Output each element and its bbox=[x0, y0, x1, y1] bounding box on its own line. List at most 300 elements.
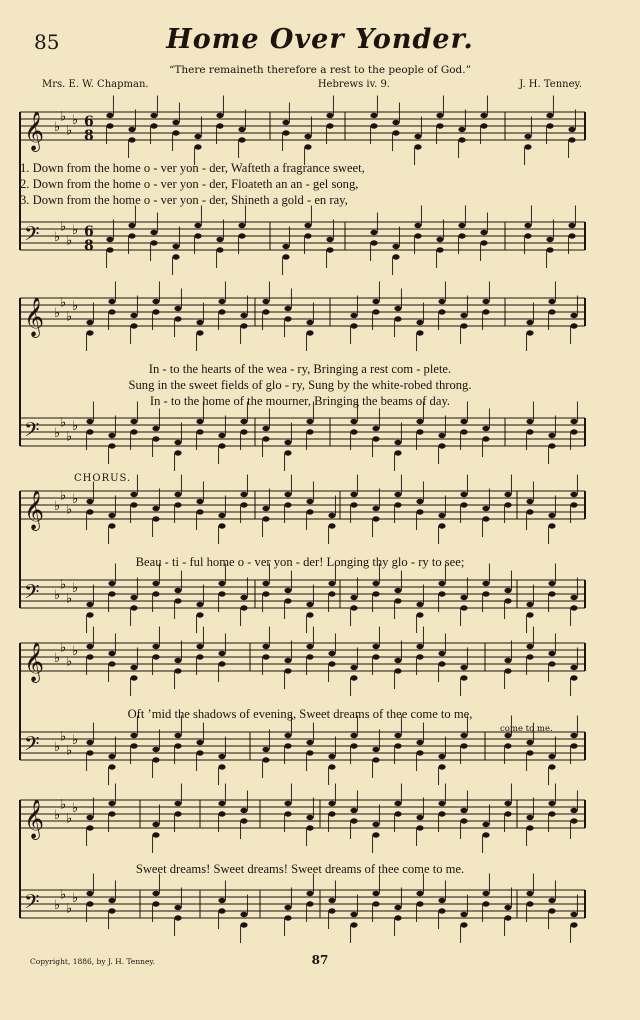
note-head bbox=[284, 658, 291, 663]
note-head bbox=[262, 757, 269, 762]
note-head bbox=[326, 123, 333, 128]
note-head bbox=[306, 320, 313, 325]
note-head bbox=[394, 743, 401, 748]
note-head bbox=[438, 299, 445, 304]
note-head bbox=[196, 320, 203, 325]
note-head bbox=[416, 901, 423, 906]
note-head bbox=[438, 651, 445, 656]
note-head bbox=[416, 602, 423, 607]
note-head bbox=[106, 247, 113, 252]
note-head bbox=[194, 233, 201, 238]
note-head bbox=[548, 433, 555, 438]
note-head bbox=[568, 127, 575, 132]
verse-1-line-2: In - to the hearts of the wea - ry, Bringing a rest com - plete. bbox=[148, 362, 452, 376]
flat-icon: ♭ bbox=[66, 123, 73, 139]
note-head bbox=[570, 818, 577, 823]
note-head bbox=[526, 429, 533, 434]
note-head bbox=[86, 330, 93, 335]
note-head bbox=[394, 598, 401, 603]
note-head bbox=[546, 123, 553, 128]
note-head bbox=[328, 801, 335, 806]
note-head bbox=[128, 223, 135, 228]
note-head bbox=[218, 801, 225, 806]
note-head bbox=[458, 127, 465, 132]
note-head bbox=[282, 120, 289, 125]
note-head bbox=[262, 506, 269, 511]
note-head bbox=[108, 309, 115, 314]
note-head bbox=[482, 832, 489, 837]
note-head bbox=[262, 654, 269, 659]
note-head bbox=[570, 912, 577, 917]
note-head bbox=[372, 901, 379, 906]
note-head bbox=[216, 247, 223, 252]
note-head bbox=[504, 668, 511, 673]
hymn-number: 85 bbox=[34, 30, 60, 54]
chorus-line-2: Oft ’mid the shadows of evening, Sweet dreams of thee come to me, bbox=[127, 707, 473, 721]
note-head bbox=[392, 254, 399, 259]
note-head bbox=[416, 750, 423, 755]
verse-3-line-1: 3. Down from the home o - ver yon - der, Shineth a gold - en ray, bbox=[20, 193, 348, 207]
note-head bbox=[326, 237, 333, 242]
note-head bbox=[568, 223, 575, 228]
note-head bbox=[416, 825, 423, 830]
time-signature-bottom: 8 bbox=[84, 238, 94, 254]
note-head bbox=[526, 654, 533, 659]
note-head bbox=[460, 492, 467, 497]
note-head bbox=[174, 811, 181, 816]
note-head bbox=[240, 818, 247, 823]
note-head bbox=[218, 811, 225, 816]
flat-icon: ♭ bbox=[60, 887, 67, 903]
note-head bbox=[350, 605, 357, 610]
note-head bbox=[504, 502, 511, 507]
note-head bbox=[570, 665, 577, 670]
note-head bbox=[240, 323, 247, 328]
note-head bbox=[262, 516, 269, 521]
note-head bbox=[548, 898, 555, 903]
note-head bbox=[350, 595, 357, 600]
note-head bbox=[350, 502, 357, 507]
note-head bbox=[526, 891, 533, 896]
note-head bbox=[504, 598, 511, 603]
note-head bbox=[394, 733, 401, 738]
note-head bbox=[326, 247, 333, 252]
note-head bbox=[394, 306, 401, 311]
verse-3-line-2: In - to the home of the mourner, Bringing the beams of day. bbox=[149, 394, 451, 408]
note-head bbox=[568, 233, 575, 238]
note-head bbox=[394, 492, 401, 497]
note-head bbox=[328, 513, 335, 518]
note-head bbox=[372, 757, 379, 762]
note-head bbox=[350, 429, 357, 434]
flat-icon: ♭ bbox=[66, 654, 73, 670]
note-head bbox=[526, 602, 533, 607]
note-head bbox=[350, 492, 357, 497]
note-head bbox=[128, 127, 135, 132]
note-head bbox=[372, 299, 379, 304]
note-head bbox=[86, 499, 93, 504]
note-head bbox=[240, 502, 247, 507]
note-head bbox=[196, 429, 203, 434]
flat-icon: ♭ bbox=[54, 306, 61, 321]
note-head bbox=[414, 134, 421, 139]
note-head bbox=[548, 651, 555, 656]
note-head bbox=[526, 612, 533, 617]
note-head bbox=[570, 492, 577, 497]
note-head bbox=[174, 502, 181, 507]
note-head bbox=[86, 654, 93, 659]
note-head bbox=[482, 309, 489, 314]
note-head bbox=[284, 306, 291, 311]
note-head bbox=[570, 429, 577, 434]
note-head bbox=[416, 509, 423, 514]
note-head bbox=[86, 815, 93, 820]
note-head bbox=[438, 443, 445, 448]
note-head bbox=[86, 602, 93, 607]
note-head bbox=[106, 123, 113, 128]
note-head bbox=[460, 313, 467, 318]
note-head bbox=[394, 811, 401, 816]
note-head bbox=[546, 113, 553, 118]
treble-clef-icon: 𝄞 bbox=[24, 490, 45, 530]
note-head bbox=[372, 436, 379, 441]
note-head bbox=[372, 747, 379, 752]
note-head bbox=[284, 743, 291, 748]
note-head bbox=[262, 644, 269, 649]
note-head bbox=[570, 733, 577, 738]
flat-icon: ♭ bbox=[66, 429, 73, 445]
note-head bbox=[152, 891, 159, 896]
note-head bbox=[86, 612, 93, 617]
note-head bbox=[128, 233, 135, 238]
note-head bbox=[86, 750, 93, 755]
note-head bbox=[328, 754, 335, 759]
note-head bbox=[328, 581, 335, 586]
note-head bbox=[526, 499, 533, 504]
note-head bbox=[326, 113, 333, 118]
verse-2-line-2: Sung in the sweet fields of glo - ry, Sung by the white-robed throng. bbox=[128, 378, 472, 392]
note-head bbox=[150, 240, 157, 245]
verse-2-line-1: 2. Down from the home o - ver yon - der, Floateth an an - gel song, bbox=[20, 177, 359, 191]
bass-clef-icon: 𝄢 bbox=[24, 580, 40, 608]
note-head bbox=[218, 309, 225, 314]
note-head bbox=[416, 740, 423, 745]
note-head bbox=[284, 440, 291, 445]
note-head bbox=[306, 825, 313, 830]
note-head bbox=[570, 595, 577, 600]
flat-icon: ♭ bbox=[60, 219, 67, 235]
note-head bbox=[372, 581, 379, 586]
note-head bbox=[548, 443, 555, 448]
note-head bbox=[504, 588, 511, 593]
note-head bbox=[524, 233, 531, 238]
note-head bbox=[414, 223, 421, 228]
note-head bbox=[284, 316, 291, 321]
note-head bbox=[152, 581, 159, 586]
note-head bbox=[504, 658, 511, 663]
note-head bbox=[460, 733, 467, 738]
note-head bbox=[108, 591, 115, 596]
note-head bbox=[460, 675, 467, 680]
note-head bbox=[262, 436, 269, 441]
note-head bbox=[570, 808, 577, 813]
note-head bbox=[130, 419, 137, 424]
note-head bbox=[504, 811, 511, 816]
note-head bbox=[108, 433, 115, 438]
note-head bbox=[438, 661, 445, 666]
note-head bbox=[394, 316, 401, 321]
note-head bbox=[524, 134, 531, 139]
note-head bbox=[196, 740, 203, 745]
note-head bbox=[526, 419, 533, 424]
note-head bbox=[526, 644, 533, 649]
note-head bbox=[460, 323, 467, 328]
note-head bbox=[306, 602, 313, 607]
note-head bbox=[548, 523, 555, 528]
note-head bbox=[350, 665, 357, 670]
note-head bbox=[504, 743, 511, 748]
note-head bbox=[372, 832, 379, 837]
note-head bbox=[130, 502, 137, 507]
note-head bbox=[570, 313, 577, 318]
note-head bbox=[548, 908, 555, 913]
note-head bbox=[350, 733, 357, 738]
note-head bbox=[546, 237, 553, 242]
note-head bbox=[130, 492, 137, 497]
note-head bbox=[416, 654, 423, 659]
note-head bbox=[416, 330, 423, 335]
note-head bbox=[152, 299, 159, 304]
note-head bbox=[196, 602, 203, 607]
note-head bbox=[86, 509, 93, 514]
note-head bbox=[152, 426, 159, 431]
note-head bbox=[370, 123, 377, 128]
note-head bbox=[438, 811, 445, 816]
note-head bbox=[458, 233, 465, 238]
note-head bbox=[150, 113, 157, 118]
note-head bbox=[438, 754, 445, 759]
note-head bbox=[174, 915, 181, 920]
note-head bbox=[304, 144, 311, 149]
note-head bbox=[438, 513, 445, 518]
note-head bbox=[436, 237, 443, 242]
treble-clef-icon: 𝄞 bbox=[24, 297, 45, 337]
note-head bbox=[480, 230, 487, 235]
note-head bbox=[438, 908, 445, 913]
note-head bbox=[174, 668, 181, 673]
note-head bbox=[372, 891, 379, 896]
note-head bbox=[460, 419, 467, 424]
note-head bbox=[526, 901, 533, 906]
note-head bbox=[394, 502, 401, 507]
note-head bbox=[328, 523, 335, 528]
note-head bbox=[548, 811, 555, 816]
flat-icon: ♭ bbox=[72, 581, 79, 596]
note-head bbox=[196, 330, 203, 335]
note-head bbox=[350, 323, 357, 328]
note-head bbox=[460, 595, 467, 600]
note-head bbox=[218, 433, 225, 438]
composer-credit: J. H. Tenney. bbox=[519, 79, 582, 90]
note-head bbox=[86, 429, 93, 434]
note-head bbox=[372, 822, 379, 827]
note-head bbox=[394, 658, 401, 663]
flat-icon: ♭ bbox=[60, 488, 67, 504]
note-head bbox=[306, 750, 313, 755]
note-head bbox=[238, 223, 245, 228]
note-head bbox=[152, 901, 159, 906]
note-head bbox=[152, 832, 159, 837]
flat-icon: ♭ bbox=[60, 797, 67, 813]
note-head bbox=[372, 506, 379, 511]
note-head bbox=[108, 299, 115, 304]
note-head bbox=[218, 299, 225, 304]
note-head bbox=[372, 309, 379, 314]
note-head bbox=[216, 123, 223, 128]
note-head bbox=[86, 740, 93, 745]
note-head bbox=[438, 591, 445, 596]
flat-icon: ♭ bbox=[72, 419, 79, 434]
note-head bbox=[306, 429, 313, 434]
note-head bbox=[284, 598, 291, 603]
note-head bbox=[526, 825, 533, 830]
note-head bbox=[480, 113, 487, 118]
note-head bbox=[526, 750, 533, 755]
note-head bbox=[216, 113, 223, 118]
flat-icon: ♭ bbox=[60, 640, 67, 656]
note-head bbox=[504, 492, 511, 497]
note-head bbox=[570, 419, 577, 424]
note-head bbox=[460, 665, 467, 670]
note-head bbox=[460, 605, 467, 610]
note-head bbox=[218, 581, 225, 586]
page-number: 87 bbox=[311, 953, 329, 967]
note-head bbox=[108, 513, 115, 518]
note-head bbox=[152, 644, 159, 649]
note-head bbox=[284, 915, 291, 920]
note-head bbox=[218, 908, 225, 913]
note-head bbox=[108, 523, 115, 528]
flat-icon: ♭ bbox=[54, 740, 61, 755]
epigraph: “There remaineth therefore a rest to the people of God.” bbox=[169, 64, 471, 76]
flat-icon: ♭ bbox=[60, 109, 67, 125]
note-head bbox=[218, 443, 225, 448]
note-head bbox=[130, 323, 137, 328]
note-head bbox=[196, 750, 203, 755]
note-head bbox=[86, 901, 93, 906]
flat-icon: ♭ bbox=[60, 415, 67, 431]
note-head bbox=[548, 801, 555, 806]
note-head bbox=[304, 233, 311, 238]
note-head bbox=[152, 309, 159, 314]
bass-clef-icon: 𝄢 bbox=[24, 890, 40, 918]
note-head bbox=[372, 591, 379, 596]
note-head bbox=[306, 644, 313, 649]
note-head bbox=[394, 801, 401, 806]
note-head bbox=[438, 581, 445, 586]
time-signature-bottom: 8 bbox=[84, 128, 94, 144]
note-head bbox=[284, 668, 291, 673]
flat-icon: ♭ bbox=[60, 729, 67, 745]
note-head bbox=[436, 123, 443, 128]
note-head bbox=[458, 223, 465, 228]
note-head bbox=[526, 815, 533, 820]
note-head bbox=[504, 801, 511, 806]
bass-clef-icon: 𝄢 bbox=[24, 222, 40, 250]
note-head bbox=[416, 644, 423, 649]
note-head bbox=[172, 254, 179, 259]
flat-icon: ♭ bbox=[72, 113, 79, 128]
note-head bbox=[482, 901, 489, 906]
note-head bbox=[372, 644, 379, 649]
note-head bbox=[240, 419, 247, 424]
note-head bbox=[108, 651, 115, 656]
flat-icon: ♭ bbox=[54, 230, 61, 245]
note-head bbox=[416, 891, 423, 896]
note-head bbox=[436, 113, 443, 118]
note-head bbox=[218, 523, 225, 528]
note-head bbox=[130, 675, 137, 680]
note-head bbox=[548, 581, 555, 586]
note-head bbox=[460, 502, 467, 507]
note-head bbox=[548, 661, 555, 666]
note-head bbox=[526, 740, 533, 745]
note-head bbox=[372, 426, 379, 431]
flat-icon: ♭ bbox=[54, 588, 61, 603]
note-head bbox=[350, 743, 357, 748]
note-head bbox=[482, 891, 489, 896]
note-head bbox=[328, 908, 335, 913]
note-head bbox=[306, 612, 313, 617]
note-head bbox=[152, 654, 159, 659]
note-head bbox=[106, 237, 113, 242]
note-head bbox=[306, 419, 313, 424]
note-head bbox=[438, 801, 445, 806]
flat-icon: ♭ bbox=[60, 577, 67, 593]
note-head bbox=[524, 223, 531, 228]
flat-icon: ♭ bbox=[72, 299, 79, 314]
note-head bbox=[130, 429, 137, 434]
note-head bbox=[240, 808, 247, 813]
note-head bbox=[284, 733, 291, 738]
flat-icon: ♭ bbox=[72, 644, 79, 659]
note-head bbox=[548, 764, 555, 769]
note-head bbox=[460, 743, 467, 748]
note-head bbox=[568, 137, 575, 142]
note-head bbox=[480, 240, 487, 245]
flat-icon: ♭ bbox=[54, 898, 61, 913]
note-head bbox=[152, 591, 159, 596]
note-head bbox=[392, 130, 399, 135]
note-head bbox=[414, 233, 421, 238]
note-head bbox=[108, 754, 115, 759]
note-head bbox=[284, 801, 291, 806]
flat-icon: ♭ bbox=[66, 811, 73, 827]
note-head bbox=[240, 922, 247, 927]
note-head bbox=[174, 450, 181, 455]
note-head bbox=[306, 509, 313, 514]
note-head bbox=[416, 320, 423, 325]
note-head bbox=[460, 922, 467, 927]
note-head bbox=[482, 581, 489, 586]
note-head bbox=[108, 661, 115, 666]
note-head bbox=[108, 443, 115, 448]
note-head bbox=[196, 419, 203, 424]
flat-icon: ♭ bbox=[66, 233, 73, 249]
hymn-title: Home Over Yonder. bbox=[166, 24, 474, 55]
note-head bbox=[284, 450, 291, 455]
note-head bbox=[482, 822, 489, 827]
